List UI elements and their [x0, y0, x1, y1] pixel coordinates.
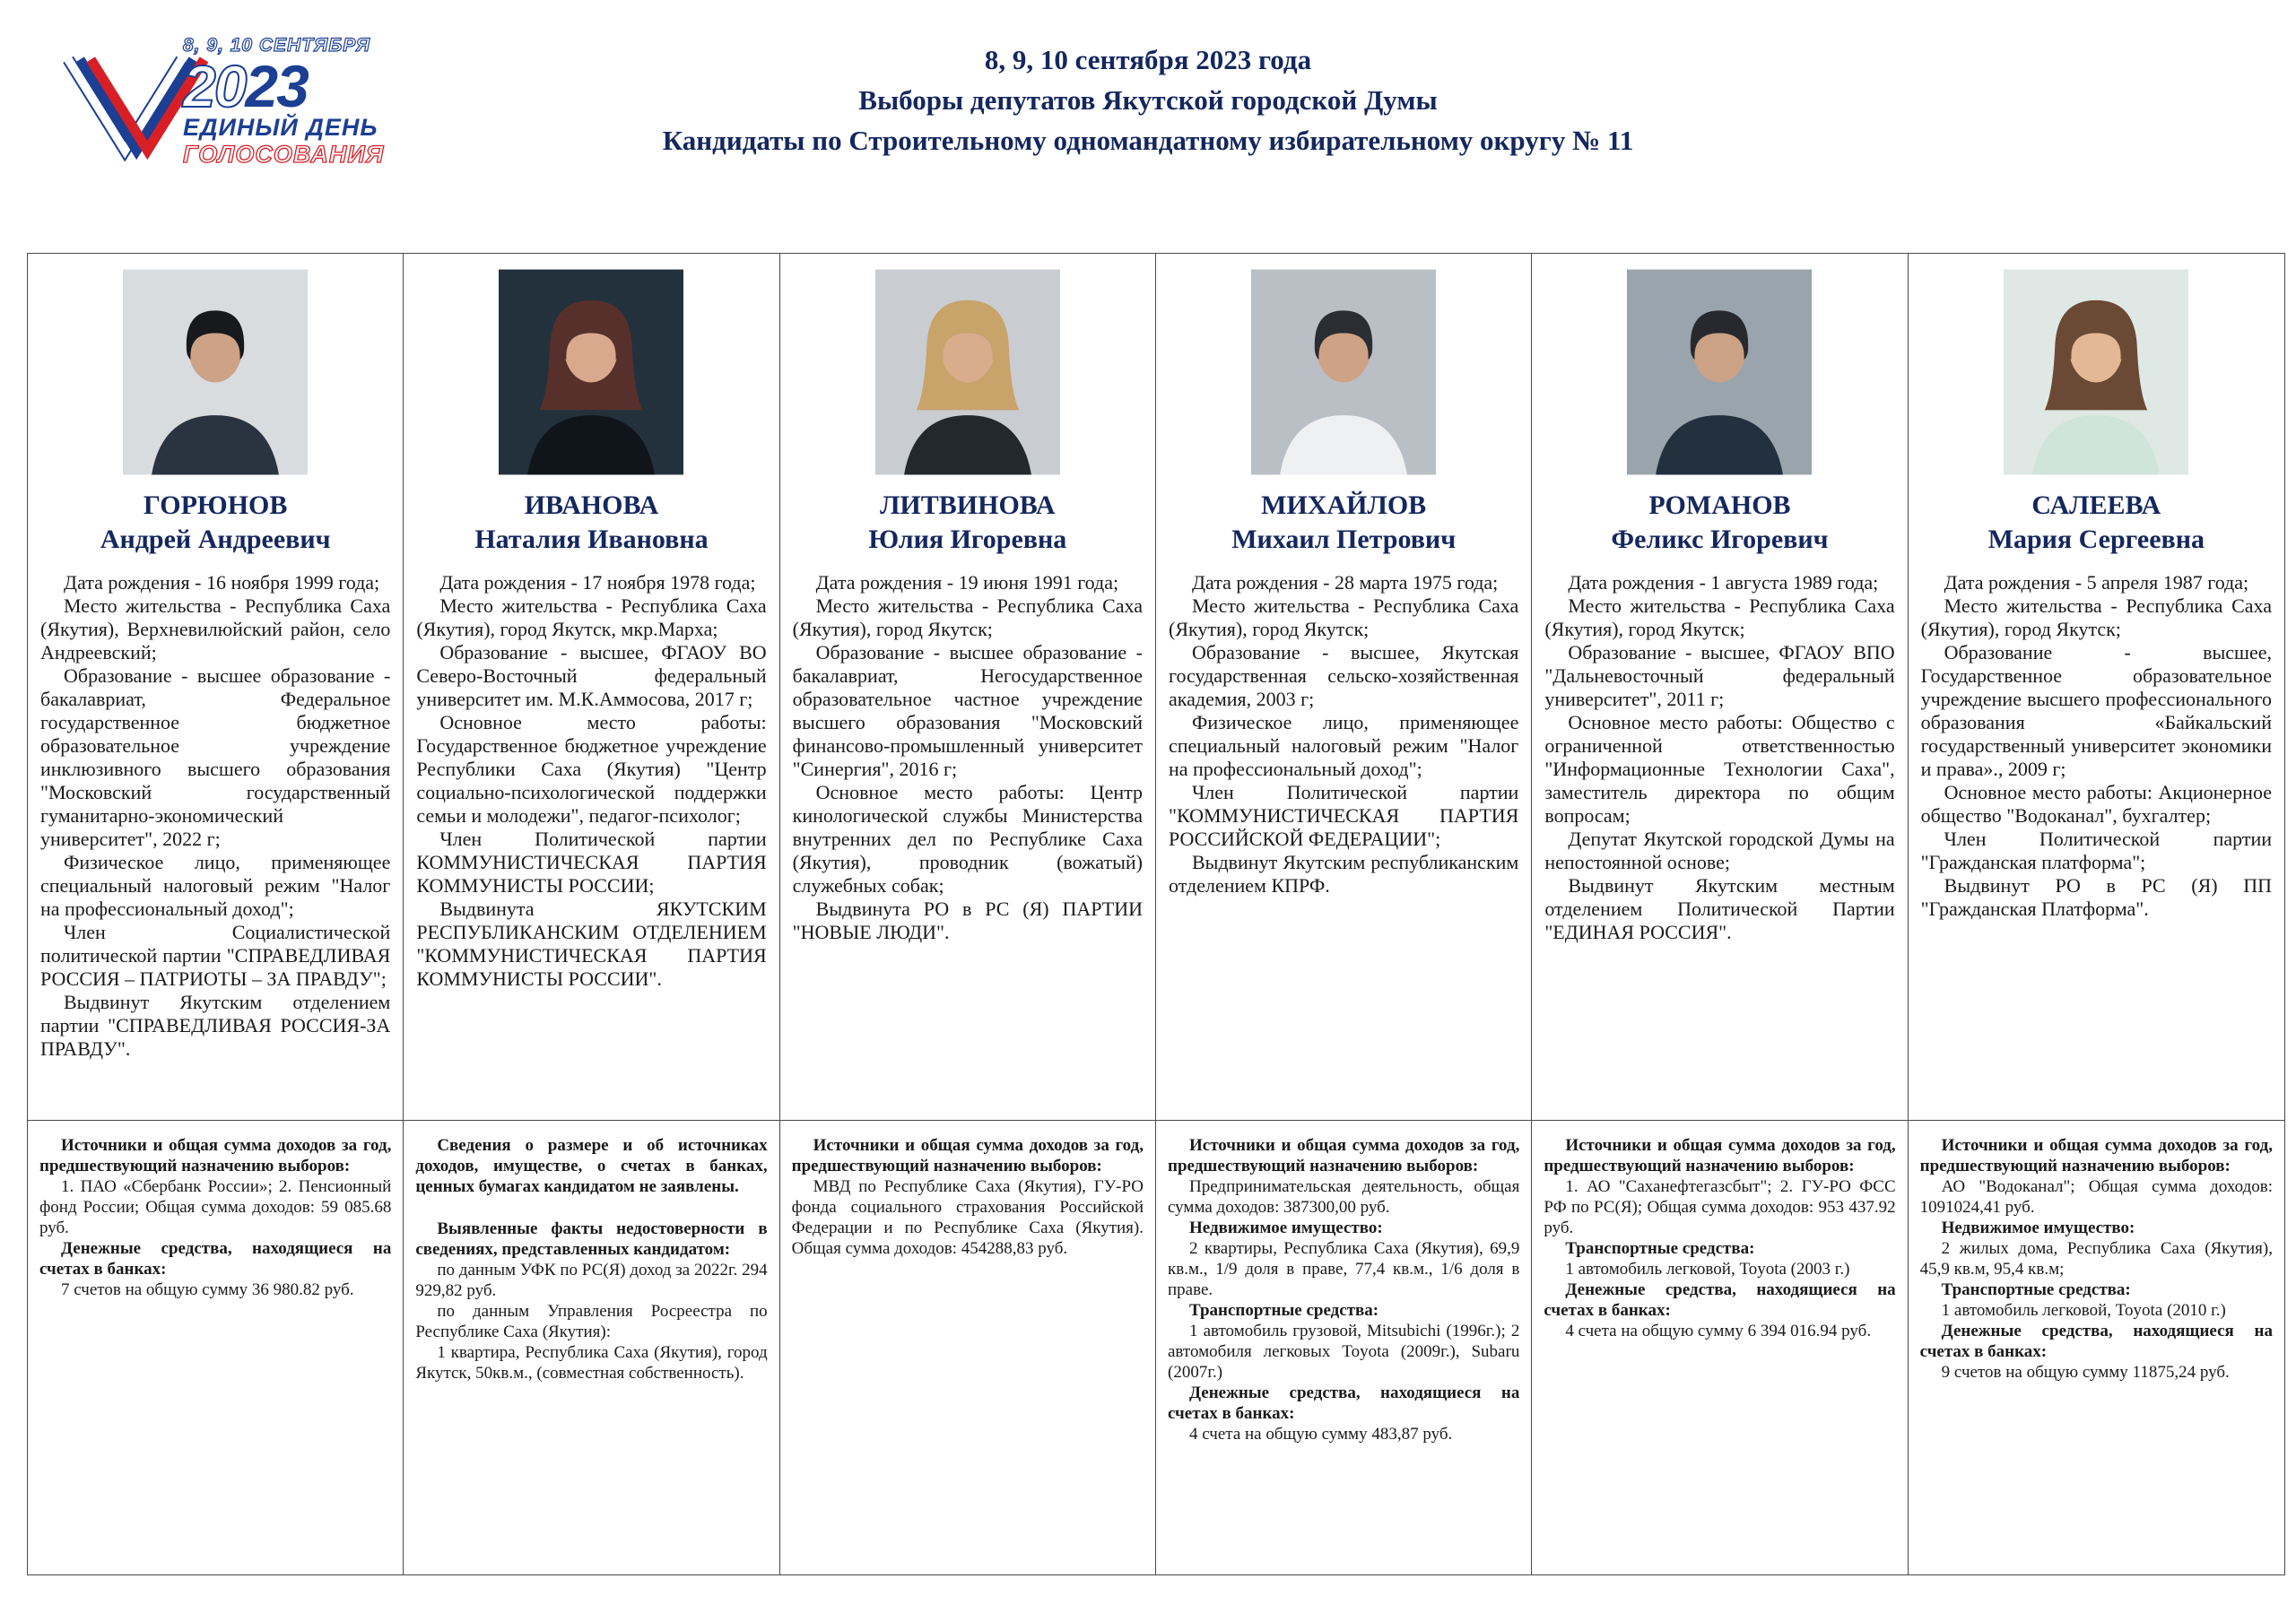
candidate-top-section: [1532, 254, 1907, 1120]
paragraph: 4 счета на общую сумму 6 394 016.94 руб.: [1565, 1322, 1872, 1340]
paragraph: Источники и общая сумма доходов за год, предшествующий назначению выборов:: [1168, 1136, 1520, 1175]
candidate-income-details: [1156, 1120, 1531, 1574]
candidate-column-4: [1156, 254, 1532, 1574]
logo-year-outline: 20: [183, 53, 246, 119]
candidate-surname: РОМАНОВ: [1648, 490, 1791, 520]
paragraph: Место жительства - Республика Саха (Якутия), город Якутск;: [1544, 594, 1895, 640]
logo-dates: 8, 9, 10 СЕНТЯБРЯ: [183, 35, 371, 56]
paragraph: Недвижимое имущество:: [1189, 1219, 1383, 1237]
person-photo-placeholder-icon: [875, 266, 1060, 478]
paragraph: Депутат Якутской городской Думы на непостоянной основе;: [1544, 828, 1895, 873]
candidate-name-block: [1611, 489, 1828, 557]
paragraph: Транспортные средства:: [1941, 1280, 2131, 1299]
candidate-top-section: [780, 254, 1155, 1120]
candidate-income-details: [28, 1120, 403, 1574]
logo-line-golosovaniya: ГОЛОСОВАНИЯ: [183, 141, 385, 168]
candidate-given-names: Наталия Ивановна: [474, 525, 709, 554]
candidate-top-section: [1156, 254, 1531, 1120]
paragraph: Физическое лицо, применяющее специальный налоговый режим "Налог на профессиональный доход";: [40, 851, 391, 920]
candidate-column-1: [28, 254, 404, 1574]
candidate-surname: САЛЕЕВА: [2031, 490, 2161, 520]
candidate-top-section: [1909, 254, 2284, 1120]
candidate-bio: [793, 571, 1143, 1120]
paragraph: Образование - высшее, ФГАОУ ВПО "Дальневосточный федеральный университет", 2011 г;: [1544, 641, 1895, 710]
candidate-top-section: [28, 254, 403, 1120]
paragraph: Член Политической партии "КОММУНИСТИЧЕСКАЯ ПАРТИЯ РОССИЙСКОЙ ФЕДЕРАЦИИ";: [1169, 781, 1519, 850]
candidate-bio: [1544, 571, 1894, 1120]
candidate-name-block: [1231, 489, 1456, 557]
paragraph: Выдвинут РО в РС (Я) ПП "Гражданская Платформа".: [1920, 874, 2272, 920]
paragraph: Член Социалистической политической партии "СПРАВЕДЛИВАЯ РОССИЯ – ПАТРИОТЫ – ЗА ПРАВДУ";: [40, 921, 391, 990]
paragraph: Источники и общая сумма доходов за год, предшествующий назначению выборов:: [791, 1136, 1144, 1175]
paragraph: по данным Управления Росреестра по Республике Саха (Якутия):: [415, 1302, 768, 1341]
paragraph: Образование - высшее, ФГАОУ ВО Северо-Восточный федеральный университет им. М.К.Аммосова, 2017 г;: [416, 641, 767, 710]
paragraph: АО "Водоканал"; Общая сумма доходов: 1091024,41 руб.: [1919, 1177, 2273, 1217]
paragraph: Член Политической партии КОММУНИСТИЧЕСКАЯ ПАРТИЯ КОММУНИСТЫ РОССИИ;: [416, 828, 767, 897]
paragraph: Выдвинут Якутским отделением партии "СПРАВЕДЛИВАЯ РОССИЯ-ЗА ПРАВДУ".: [40, 991, 391, 1060]
candidate-surname: МИХАЙЛОВ: [1261, 490, 1427, 520]
title-line-election: Выборы депутатов Якутской городской Думы: [858, 84, 1438, 116]
person-photo-placeholder-icon: [2004, 266, 2188, 478]
paragraph: Дата рождения - 1 августа 1989 года;: [1568, 571, 1879, 594]
paragraph: Основное место работы: Акционерное общество "Водоканал", бухгалтер;: [1920, 781, 2272, 827]
paragraph: Выдвинут Якутским местным отделением Политической Партии "ЕДИНАЯ РОССИЯ".: [1544, 874, 1895, 943]
paragraph: Образование - высшее образование - бакалавриат, Негосударственное образовательное частное учреждение высшего образования "Московский финансово-промышленный университет "Синергия", 2016 г;: [792, 641, 1143, 780]
paragraph: 1 квартира, Республика Саха (Якутия), город Якутск, 50кв.м., (совместная собственность).: [415, 1343, 768, 1383]
candidate-income-details: [780, 1120, 1155, 1574]
paragraph: Место жительства - Республика Саха (Якутия), Верхневилюйский район, село Андреевский;: [40, 594, 391, 664]
candidate-photo: [123, 266, 308, 478]
paragraph: Место жительства - Республика Саха (Якутия), город Якутск;: [792, 594, 1143, 640]
candidate-surname: ЛИТВИНОВА: [880, 490, 1056, 520]
candidate-given-names: Андрей Андреевич: [100, 525, 331, 554]
title-line-dates: 8, 9, 10 сентября 2023 года: [984, 44, 1312, 75]
paragraph: МВД по Республике Саха (Якутия), ГУ-РО фонда социального страхования Российской Федерации и по Республике Саха (Якутия). Общая сумма доходов: 454288,83 руб.: [791, 1177, 1144, 1258]
paragraph: Выявленные факты недостоверности в сведениях, представленных кандидатом:: [415, 1219, 768, 1259]
paragraph: 9 счетов на общую сумму 11875,24 руб.: [1941, 1363, 2230, 1382]
paragraph: Место жительства - Республика Саха (Якутия), город Якутск;: [1169, 594, 1519, 640]
person-photo-placeholder-icon: [1251, 266, 1436, 478]
candidate-photo: [499, 266, 683, 478]
paragraph: Денежные средства, находящиеся на счетах в банках:: [1544, 1280, 1896, 1320]
paragraph: Денежные средства, находящиеся на счетах в банках:: [1919, 1322, 2273, 1361]
paragraph: Транспортные средства:: [1565, 1239, 1755, 1258]
paragraph: Денежные средства, находящиеся на счетах в банках:: [39, 1239, 392, 1279]
paragraph: Образование - высшее, Государственное образовательное учреждение высшего профессионального образования «Байкальский государственный университет экономики и права»., 2009 г;: [1920, 641, 2272, 780]
paragraph: Предпринимательская деятельность, общая сумма доходов: 387300,00 руб.: [1168, 1177, 1520, 1217]
candidate-bio: [416, 571, 766, 1120]
candidate-bio: [1921, 571, 2272, 1120]
candidate-bio: [1169, 571, 1518, 1120]
paragraph: 4 счета на общую сумму 483,87 руб.: [1189, 1425, 1453, 1444]
candidate-income-details: [1909, 1120, 2284, 1574]
paragraph: Дата рождения - 5 апреля 1987 года;: [1944, 571, 2249, 594]
paragraph: Основное место работы: Государственное бюджетное учреждение Республики Саха (Якутия) "Центр социально-психологической поддержки семьи и молодежи", педагог-психолог;: [416, 711, 767, 827]
paragraph: Выдвинута РО в РС (Я) ПАРТИИ "НОВЫЕ ЛЮДИ".: [792, 898, 1143, 943]
paragraph: Выдвинута ЯКУТСКИМ РЕСПУБЛИКАНСКИМ ОТДЕЛЕНИЕМ "КОММУНИСТИЧЕСКАЯ ПАРТИЯ КОММУНИСТЫ РОССИИ".: [416, 898, 767, 990]
candidate-column-3: [780, 254, 1156, 1574]
paragraph: 1. АО "Саханефтегазсбыт"; 2. ГУ-РО ФСС РФ по РС(Я); Общая сумма доходов: 953 437.92 руб.: [1544, 1177, 1896, 1237]
candidate-surname: ГОРЮНОВ: [143, 490, 288, 520]
paragraph: Основное место работы: Центр кинологической службы Министерства внутренних дел по Республике Саха (Якутия), проводник (вожатый) служебных собак;: [792, 781, 1143, 897]
paragraph: по данным УФК по РС(Я) доход за 2022г. 294 929,82 руб.: [415, 1261, 768, 1300]
paragraph: Физическое лицо, применяющее специальный налоговый режим "Налог на профессиональный доход";: [1169, 711, 1519, 780]
paragraph: Дата рождения - 28 марта 1975 года;: [1192, 571, 1499, 594]
candidate-given-names: Юлия Игоревна: [868, 525, 1067, 554]
paragraph: Дата рождения - 16 ноября 1999 года;: [64, 571, 380, 594]
candidate-photo: [1251, 266, 1436, 478]
paragraph: Источники и общая сумма доходов за год, предшествующий назначению выборов:: [1544, 1136, 1896, 1175]
paragraph: Денежные средства, находящиеся на счетах в банках:: [1168, 1383, 1520, 1423]
candidate-income-details: [1532, 1120, 1907, 1574]
paragraph: 2 жилых дома, Республика Саха (Якутия), 45,9 кв.м, 95,4 кв.м;: [1919, 1239, 2273, 1279]
candidate-name-block: [868, 489, 1066, 557]
paragraph: Недвижимое имущество:: [1941, 1219, 2135, 1237]
paragraph: Место жительства - Республика Саха (Якутия), город Якутск, мкр.Марха;: [416, 594, 767, 640]
paragraph: 1 автомобиль легковой, Toyota (2010 г.): [1941, 1301, 2226, 1320]
candidate-bio: [40, 571, 390, 1120]
logo-line-ediny-den: ЕДИНЫЙ ДЕНЬ: [183, 114, 378, 141]
paragraph: Основное место работы: Общество с ограниченной ответственностью "Информационные Технологии Саха", заместитель директора по общим вопросам;: [1544, 711, 1895, 827]
paragraph: 2 квартиры, Республика Саха (Якутия), 69,9 кв.м., 1/9 доля в праве, 77,4 кв.м., 1/6 доля в праве.: [1168, 1239, 1520, 1299]
candidate-name-block: [1988, 489, 2205, 557]
title-line-district: Кандидаты по Строительному одномандатному избирательному округу № 11: [662, 125, 1634, 156]
paragraph: Транспортные средства:: [1189, 1301, 1379, 1320]
person-photo-placeholder-icon: [123, 266, 308, 478]
paragraph: Образование - высшее, Якутская государственная сельско-хозяйственная академия, 2003 г;: [1169, 641, 1519, 710]
paragraph: Образование - высшее образование - бакалавриат, Федеральное государственное бюджетное образовательное учреждение инклюзивного высшего образования "Московский государственный гуманитарно-экономический университет", 2022 г;: [40, 664, 391, 850]
candidate-name-block: [474, 489, 708, 557]
candidate-top-section: [404, 254, 778, 1120]
candidate-photo: [1627, 266, 1812, 478]
paragraph: Член Политической партии "Гражданская платформа";: [1920, 828, 2272, 873]
candidate-given-names: Феликс Игоревич: [1611, 525, 1829, 554]
candidate-photo: [2004, 266, 2188, 478]
candidate-name-block: [100, 489, 331, 557]
paragraph: Дата рождения - 19 июня 1991 года;: [815, 571, 1119, 594]
candidate-photo: [875, 266, 1060, 478]
candidate-given-names: Михаил Петрович: [1231, 525, 1457, 554]
paragraph: 7 счетов на общую сумму 36 980.82 руб.: [61, 1280, 354, 1299]
candidate-column-5: [1532, 254, 1908, 1574]
paragraph: Дата рождения - 17 ноября 1978 года;: [439, 571, 756, 594]
page-title: [0, 39, 2296, 160]
paragraph: 1 автомобиль грузовой, Mitsubichi (1996г.); 2 автомобиля легковых Toyota (2009г.), Subaru (2007г.): [1168, 1322, 1520, 1382]
paragraph: Источники и общая сумма доходов за год, предшествующий назначению выборов:: [1919, 1136, 2273, 1175]
candidate-surname: ИВАНОВА: [524, 490, 659, 520]
candidate-income-details: [404, 1120, 778, 1574]
paragraph: 1. ПАО «Сбербанк России»; 2. Пенсионный фонд России; Общая сумма доходов: 59 085.68 руб.: [39, 1177, 392, 1237]
logo-year-solid: 23: [245, 53, 308, 119]
person-photo-placeholder-icon: [499, 266, 683, 478]
candidate-column-6: [1909, 254, 2284, 1574]
candidates-table: [27, 253, 2285, 1575]
paragraph: 1 автомобиль легковой, Toyota (2003 г.): [1565, 1260, 1850, 1279]
candidate-column-2: [404, 254, 779, 1574]
person-photo-placeholder-icon: [1627, 266, 1812, 478]
paragraph: Выдвинут Якутским республиканским отделением КПРФ.: [1169, 851, 1519, 897]
candidate-given-names: Мария Сергеевна: [1987, 525, 2205, 554]
paragraph: Сведения о размере и об источниках доходов, имуществе, о счетах в банках, ценных бумагах кандидатом не заявлены.: [415, 1136, 768, 1196]
paragraph: Место жительства - Республика Саха (Якутия), город Якутск;: [1920, 594, 2272, 640]
paragraph: Источники и общая сумма доходов за год, предшествующий назначению выборов:: [39, 1136, 392, 1175]
